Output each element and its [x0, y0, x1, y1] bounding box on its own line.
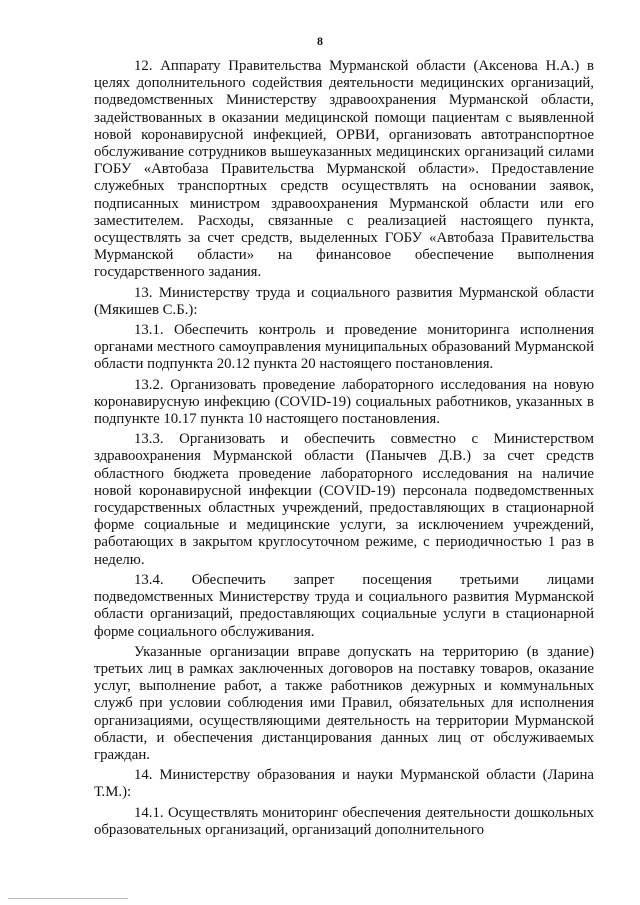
paragraph-13-1: 13.1. Обеспечить контроль и проведение мониторинга исполнения органами местного самоуправления муниципальных образований Мурманской области подпункта 20.12 пункта 20 настоящего постановления.: [94, 322, 594, 373]
paragraph-13-4: 13.4. Обеспечить запрет посещения третьими лицами подведомственных Министерству труда и социального развития Мурманской области организаций, предоставляющих социальные услуги в стационарной форме социального обслуживания.: [94, 571, 594, 640]
document-body: [94, 58, 594, 839]
paragraph-12: 12. Аппарату Правительства Мурманской области (Аксенова Н.А.) в целях дополнительного содействия деятельности медицинских организаций, подведомственных Министерству здравоохранения Мурманской области, задействованных в оказании медицинской помощи пациентам с выявленной новой коронавирусной инфекцией, ОРВИ, организовать автотранспортное обслуживание сотрудников вышеуказанных медицинских организаций силами ГОБУ «Автобаза Правительства Мурманской области». Предоставление служебных транспортных средств осуществлять на основании заявок, подписанных министром здравоохранения Мурманской области или его заместителем. Расходы, связанные с реализацией настоящего пункта, осуществлять за счет средств, выделенных ГОБУ «Автобаза Правительства Мурманской области» на финансовое обеспечение выполнения государственного задания.: [94, 58, 594, 281]
paragraph-13-2: 13.2. Организовать проведение лабораторного исследования на новую коронавирусную инфекцию (COVID-19) социальных работников, указанных в подпункте 10.17 пункта 10 настоящего постановления.: [94, 376, 594, 428]
page-number: 8: [317, 34, 323, 48]
footer-mark: [8, 898, 128, 903]
paragraph-13: 13. Министерству труда и социального развития Мурманской области (Мякишев С.Б.):: [94, 284, 594, 318]
paragraph-13-4-note: Указанные организации вправе допускать на территорию (в здание) третьих лиц в рамках заключенных договоров на поставку товаров, оказание услуг, выполнение работ, а также работников дежурных и коммунальных служб при условии соблюдения ими Правил, обязательных для исполнения организациями, осуществляющими деятельность на территории Мурманской области, и обеспечения дистанцирования данных лиц от обслуживаемых граждан.: [94, 643, 594, 763]
paragraph-14: 14. Министерству образования и науки Мурманской области (Ларина Т.М.):: [94, 767, 594, 801]
paragraph-13-3: 13.3. Организовать и обеспечить совместно с Министерством здравоохранения Мурманской области (Панычев Д.В.) за счет средств областного бюджета проведение лабораторного исследования на наличие новой коронавирусной инфекции (COVID-19) персонала подведомственных государственных областных учреждений, предоставляющих в стационарной форме социальные и медицинские услуги, за исключением учреждений, работающих в закрытом круглосуточном режиме, с периодичностью 1 раз в неделю.: [94, 431, 594, 568]
paragraph-14-1: 14.1. Осуществлять мониторинг обеспечения деятельности дошкольных образовательных организаций, организаций дополнительного: [94, 804, 594, 838]
